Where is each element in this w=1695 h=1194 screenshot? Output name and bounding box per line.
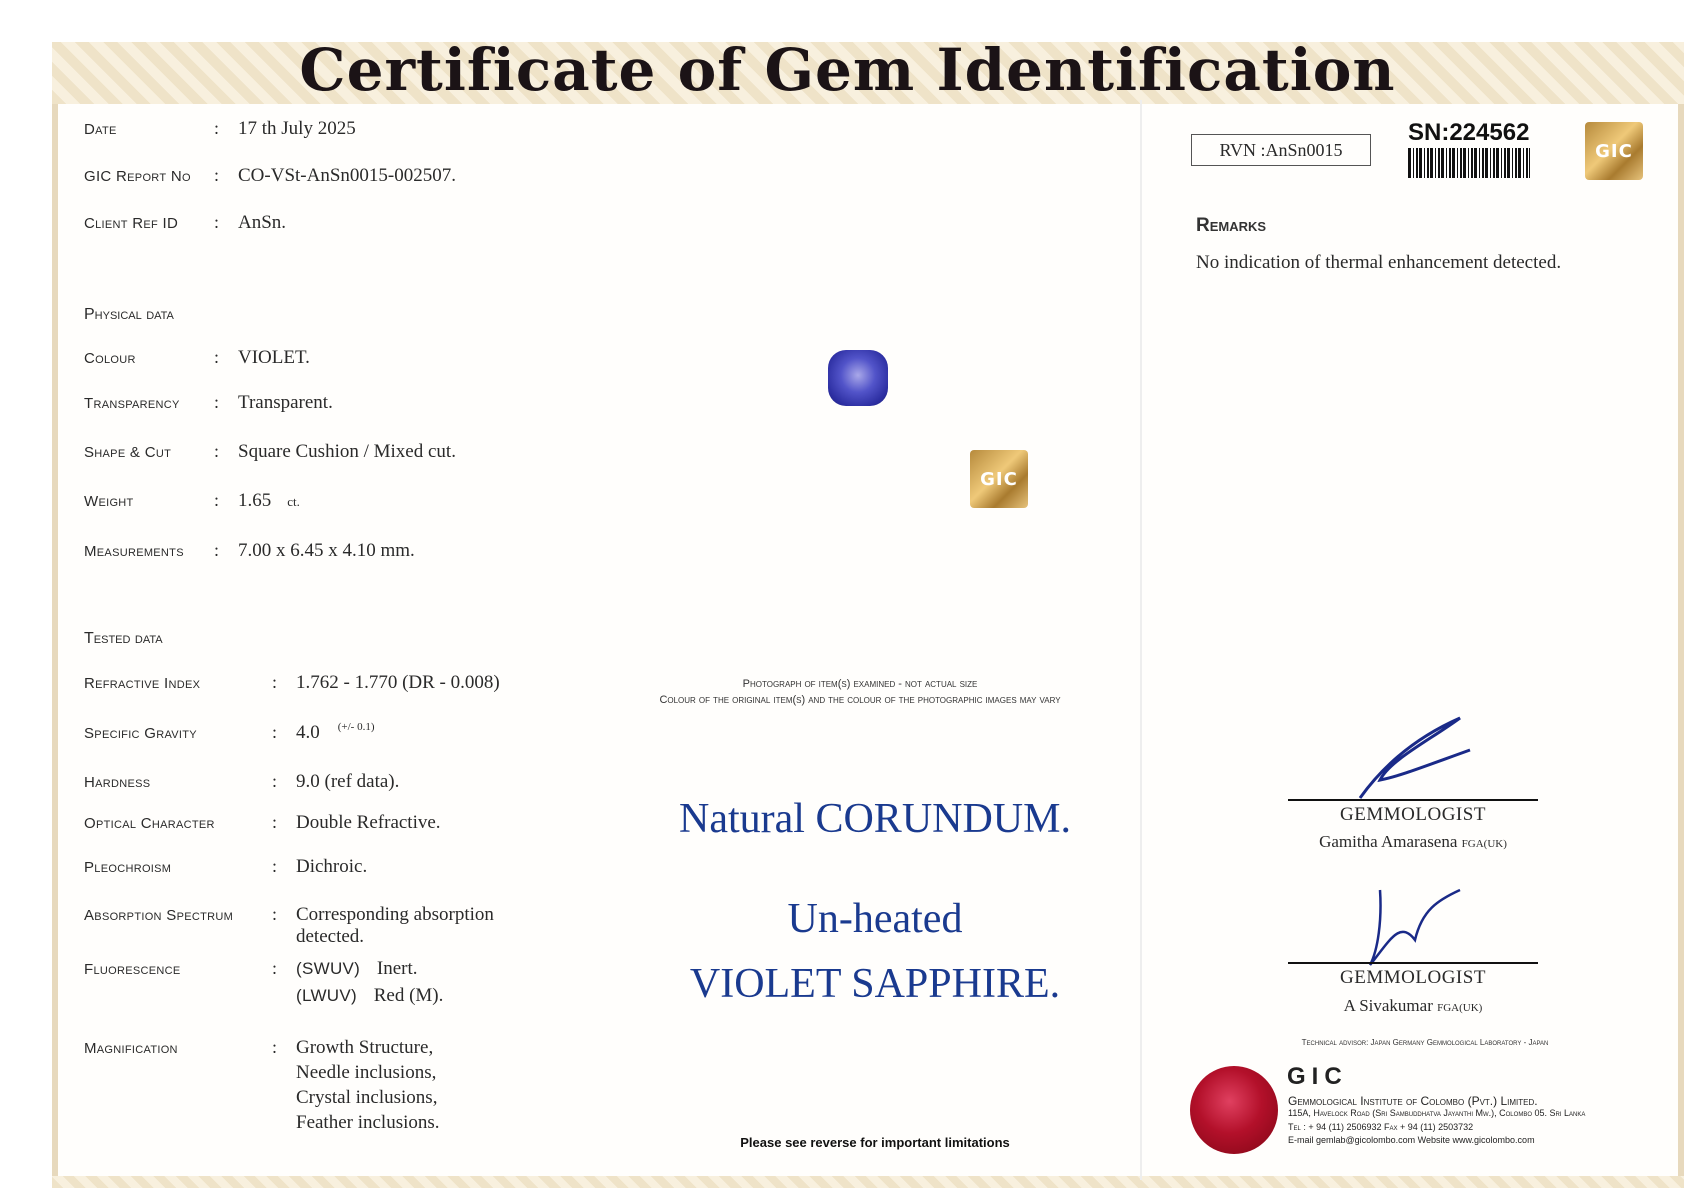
gic-hologram-logo-top: GIC <box>1585 122 1643 180</box>
org-address: 115A, Havelock Road (Sri Sambuddhatva Jayanthi Mw.), Colombo 05. Sri Lanka <box>1288 1108 1586 1118</box>
photo-note-line1: Photograph of item(s) examined - not actual size <box>742 678 978 690</box>
gemmologist-1-title: GEMMOLOGIST <box>1340 804 1486 825</box>
remarks-heading: Remarks <box>1196 215 1267 236</box>
signature-1 <box>1350 710 1480 806</box>
shape-cut-label: Shape & Cut <box>84 444 172 461</box>
colon: : <box>272 771 278 791</box>
colour-row <box>84 347 310 369</box>
colour-value: VIOLET. <box>238 347 310 368</box>
pleochroism-value: Dichroic. <box>296 856 368 877</box>
org-tel-fax: Tel : + 94 (11) 2506932 Fax + 94 (11) 2503732 <box>1288 1122 1474 1132</box>
colon: : <box>272 1037 278 1057</box>
shape-cut-value: Square Cushion / Mixed cut. <box>238 441 456 462</box>
colon: : <box>272 904 278 924</box>
report-no-value: CO-VSt-AnSn0015-002507. <box>238 165 456 186</box>
swuv-value: Inert. <box>376 958 418 979</box>
client-ref-row <box>84 212 286 234</box>
certificate-title: Certificate of Gem Identification <box>299 36 1396 104</box>
physical-data-heading: Physical data <box>84 306 174 323</box>
absorption-value-line1: Corresponding absorption <box>296 904 494 925</box>
report-no-label: GIC Report No <box>84 168 191 185</box>
certificate-page <box>52 42 1684 1188</box>
colon: : <box>272 722 278 742</box>
refractive-index-value: 1.762 - 1.770 (DR - 0.008) <box>296 672 500 693</box>
transparency-label: Transparency <box>84 395 180 412</box>
result-variety: VIOLET SAPPHIRE. <box>689 961 1061 1007</box>
lwuv-label: (LWUV) <box>296 986 357 1005</box>
colon: : <box>272 812 278 832</box>
absorption-label: Absorption Spectrum <box>84 907 234 924</box>
hardness-label: Hardness <box>84 774 151 791</box>
colon: : <box>214 490 220 510</box>
fluorescence-label: Fluorescence <box>84 961 181 978</box>
result-species: Natural CORUNDUM. <box>679 796 1071 842</box>
signature-2 <box>1360 880 1470 970</box>
transparency-value: Transparent. <box>238 392 333 413</box>
colon: : <box>272 672 278 692</box>
magnification-item: Growth Structure, <box>296 1037 434 1058</box>
date-value: 17 th July 2025 <box>238 118 356 139</box>
weight-value: 1.65 <box>238 490 272 511</box>
page-fold <box>1140 100 1142 1180</box>
weight-row <box>84 490 300 512</box>
gemmologist-1-credential: FGA(UK) <box>1461 838 1507 850</box>
client-ref-label: Client Ref ID <box>84 215 179 232</box>
gemmologist-2-name <box>1288 996 1538 1016</box>
measurements-row <box>84 540 415 562</box>
remarks-text: No indication of thermal enhancement detected. <box>1196 252 1562 273</box>
pleochroism-label: Pleochroism <box>84 859 172 876</box>
fluorescence-value <box>296 958 443 1012</box>
magnification-item: Needle inclusions, <box>296 1062 437 1083</box>
gemmologist-1-name <box>1288 832 1538 852</box>
absorption-value-line2: detected. <box>296 926 365 947</box>
gemmologist-2-title: GEMMOLOGIST <box>1340 967 1486 988</box>
gic-hologram-logo: GIC <box>970 450 1028 508</box>
gemstone-photo <box>828 350 888 406</box>
report-no-row <box>84 165 456 187</box>
signature-line-2 <box>1288 962 1538 964</box>
signature-line-1 <box>1288 799 1538 801</box>
decorative-bottom-band <box>52 1176 1684 1188</box>
org-email-web: E-mail gemlab@gicolombo.com Website www.gicolombo.com <box>1288 1135 1535 1145</box>
magnification-value <box>296 1035 440 1135</box>
absorption-row <box>84 904 494 948</box>
wax-seal <box>1190 1066 1278 1154</box>
shape-cut-row <box>84 441 456 463</box>
optical-character-row <box>84 812 441 834</box>
technical-advisor-note: Technical advisor: Japan Germany Gemmological Laboratory - Japan <box>1301 1038 1549 1047</box>
lwuv-value: Red (M). <box>373 985 444 1006</box>
gemmologist-2-credential: FGA(UK) <box>1437 1002 1483 1014</box>
measurements-value: 7.00 x 6.45 x 4.10 mm. <box>238 540 415 561</box>
specific-gravity-row <box>84 722 375 744</box>
optical-character-value: Double Refractive. <box>296 812 441 833</box>
colour-label: Colour <box>84 350 136 367</box>
pleochroism-row <box>84 856 367 878</box>
absorption-value <box>296 904 494 948</box>
weight-unit: ct. <box>287 494 300 509</box>
gemmologist-2-name-text: A Sivakumar <box>1343 996 1433 1015</box>
measurements-label: Measurements <box>84 543 184 560</box>
refractive-index-row <box>84 672 500 694</box>
hardness-row <box>84 771 399 793</box>
result-treatment: Un-heated <box>787 896 963 942</box>
colon: : <box>214 212 220 232</box>
weight-label: Weight <box>84 493 134 510</box>
gic-short-name: GIC <box>1287 1063 1348 1090</box>
limitations-note: Please see reverse for important limitations <box>740 1135 1010 1150</box>
barcode <box>1408 148 1530 178</box>
date-label: Date <box>84 121 117 138</box>
photo-note-line2: Colour of the original item(s) and the colour of the photographic images may vary <box>659 694 1061 706</box>
refractive-index-label: Refractive Index <box>84 675 201 692</box>
client-ref-value: AnSn. <box>238 212 287 233</box>
magnification-item: Feather inclusions. <box>296 1112 440 1133</box>
colon: : <box>214 347 220 367</box>
colon: : <box>214 118 220 138</box>
colon: : <box>214 441 220 461</box>
magnification-item: Crystal inclusions, <box>296 1087 438 1108</box>
tested-data-heading: Tested data <box>84 630 163 647</box>
colon: : <box>214 540 220 560</box>
optical-character-label: Optical Character <box>84 815 215 832</box>
hardness-value: 9.0 (ref data). <box>296 771 400 792</box>
colon: : <box>272 958 278 978</box>
serial-number: SN:224562 <box>1408 119 1530 146</box>
transparency-row <box>84 392 333 414</box>
org-full-name: Gemmological Institute of Colombo (Pvt.) Limited. <box>1288 1094 1538 1108</box>
magnification-label: Magnification <box>84 1040 178 1057</box>
specific-gravity-tolerance: (+/- 0.1) <box>337 721 375 733</box>
specific-gravity-value: 4.0 <box>296 722 320 743</box>
fluorescence-row <box>84 958 443 1012</box>
colon: : <box>214 165 220 185</box>
colon: : <box>214 392 220 412</box>
magnification-row <box>84 1035 440 1135</box>
colon: : <box>272 856 278 876</box>
specific-gravity-label: Specific Gravity <box>84 725 197 742</box>
gemmologist-1-name-text: Gamitha Amarasena <box>1319 832 1458 851</box>
swuv-label: (SWUV) <box>296 959 361 978</box>
rvn-box: RVN :AnSn0015 <box>1191 134 1371 166</box>
date-row <box>84 118 356 140</box>
